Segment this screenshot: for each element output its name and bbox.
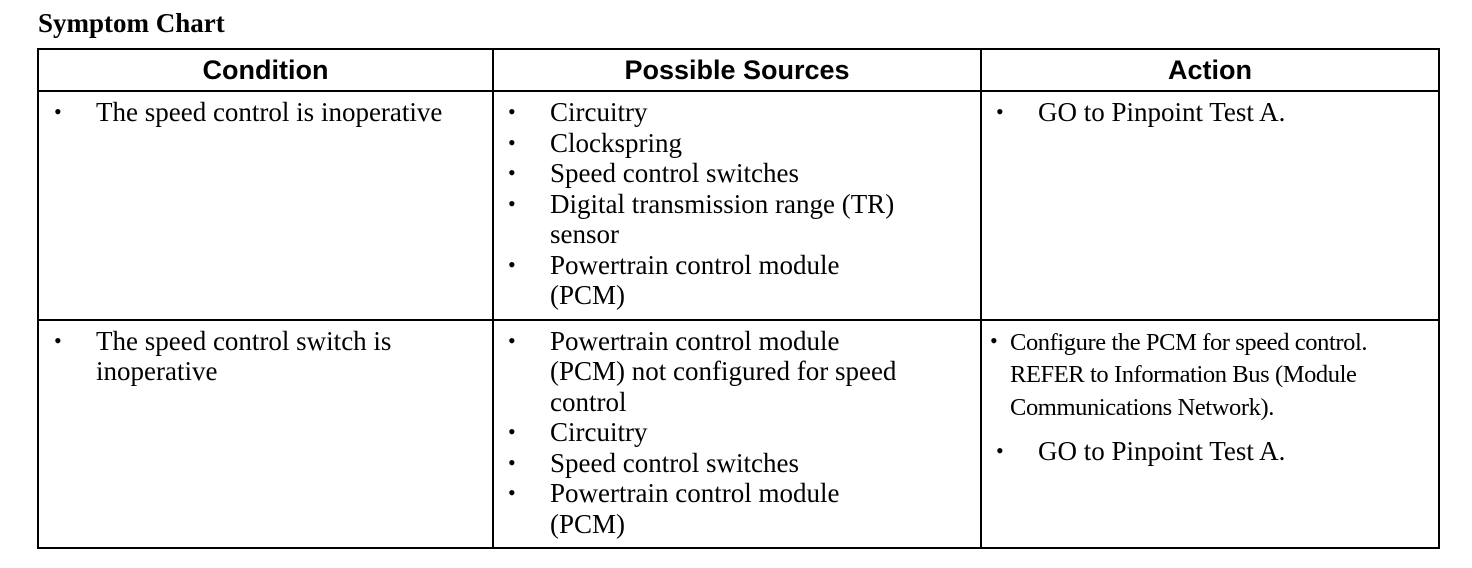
bullet-icon: •	[508, 327, 516, 353]
bullet-icon: •	[508, 419, 516, 444]
spacer	[982, 423, 1438, 436]
list-item: • The speed control is inoperative	[54, 97, 443, 127]
bullet-icon: •	[508, 99, 516, 124]
condition-cell	[38, 320, 493, 549]
page-title: Symptom Chart	[38, 8, 225, 38]
bullet-icon: •	[508, 251, 516, 277]
table-row	[38, 91, 1439, 320]
table-header-row	[38, 49, 1439, 91]
bullet-icon: •	[508, 480, 516, 505]
bullet-icon: •	[54, 327, 62, 353]
list-item: • GO to Pinpoint Test A.	[996, 436, 1286, 466]
bullet-icon: •	[508, 449, 516, 475]
table-row	[38, 320, 1439, 549]
bullet-icon: •	[996, 99, 1004, 124]
list-item: • Clockspring	[508, 127, 682, 158]
list-item: • Circuitry	[508, 97, 648, 127]
bullet-icon: •	[508, 160, 516, 185]
header-condition: Condition	[38, 49, 493, 91]
header-possible-sources: Possible Sources	[493, 49, 981, 91]
list-item: • The speed control switch is inoperative	[54, 325, 392, 386]
sources-cell	[493, 320, 981, 549]
action-cell	[981, 320, 1439, 549]
list-item: • Circuitry	[508, 417, 648, 447]
list-item: • Powertrain control module (PCM)	[508, 478, 840, 539]
symptom-chart-table	[37, 48, 1440, 549]
action-cell	[981, 91, 1439, 320]
bullet-icon: •	[508, 129, 516, 155]
header-action: Action	[981, 49, 1439, 91]
list-item: • Configure the PCM for speed control. REFER to Information Bus (Module Communications Network).	[990, 327, 1368, 421]
sources-cell	[493, 91, 981, 320]
bullet-icon: •	[508, 190, 516, 216]
condition-cell	[38, 91, 493, 320]
list-item: • Speed control switches	[508, 447, 799, 478]
bullet-icon: •	[990, 327, 998, 353]
list-item: • Speed control switches	[508, 158, 799, 188]
list-item: • Powertrain control module (PCM) not configured for speed control	[508, 325, 897, 417]
list-item: • Powertrain control module (PCM)	[508, 249, 840, 310]
list-item: • GO to Pinpoint Test A.	[996, 97, 1286, 127]
bullet-icon: •	[996, 438, 1004, 463]
list-item: • Digital transmission range (TR) sensor	[508, 188, 895, 249]
bullet-icon: •	[54, 99, 62, 124]
